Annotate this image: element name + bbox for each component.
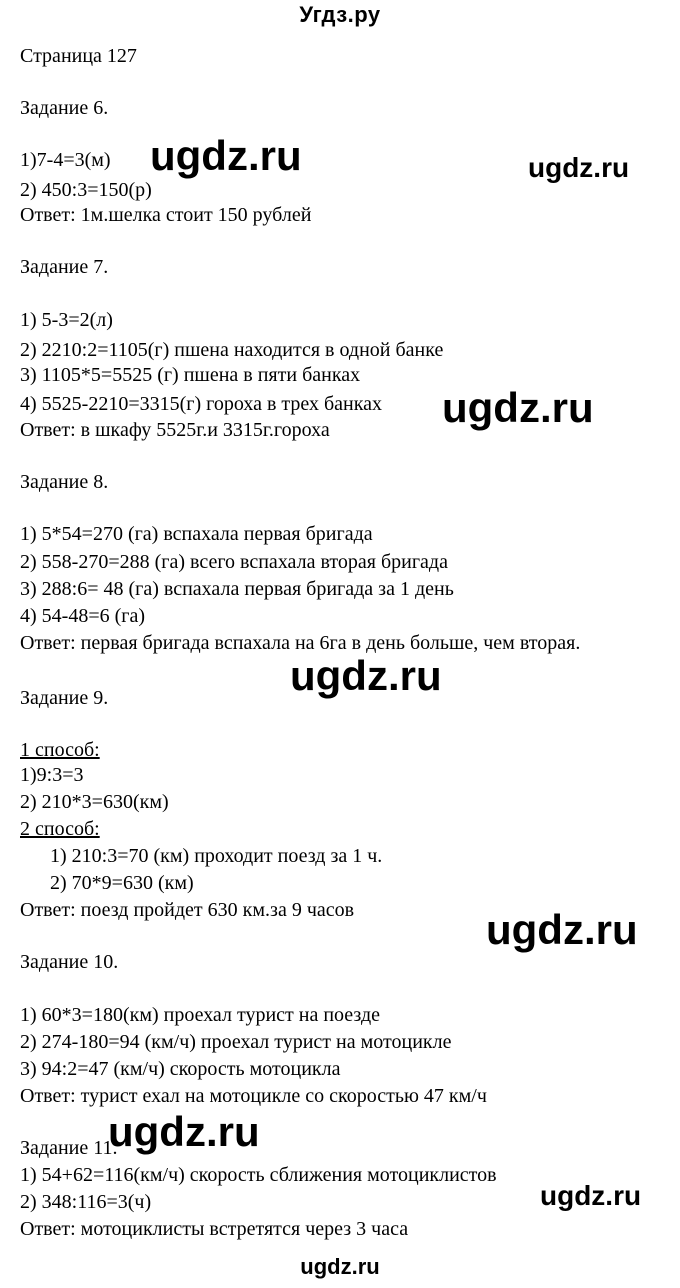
watermark: ugdz.ru <box>528 152 630 183</box>
task-8-line-4: 4) 54-48=6 (га) <box>20 605 145 627</box>
task-8-answer: Ответ: первая бригада вспахала на 6га в день больше, чем вторая. <box>20 632 581 654</box>
task-9-m2-line-1: 1) 210:3=70 (км) проходит поезд за 1 ч. <box>50 845 383 867</box>
watermark: ugdz.ru <box>108 1108 260 1155</box>
task-7-answer: Ответ: в шкафу 5525г.и 3315г.гороха <box>20 419 330 441</box>
task-6-line-2: 2) 450:3=150(р) <box>20 179 152 201</box>
task-8-line-1: 1) 5*54=270 (га) вспахала первая бригада <box>20 523 373 545</box>
task-11-title: Задание 11. <box>20 1137 118 1159</box>
task-10-line-3: 3) 94:2=47 (км/ч) скорость мотоцикла <box>20 1058 341 1080</box>
task-8-line-3: 3) 288:6= 48 (га) вспахала первая бригада за 1 день <box>20 578 454 600</box>
watermark: ugdz.ru <box>540 1180 642 1211</box>
task-11-line-1: 1) 54+62=116(км/ч) скорость сближения мотоциклистов <box>20 1164 497 1186</box>
task-10-line-2: 2) 274-180=94 (км/ч) проехал турист на мотоцикле <box>20 1031 452 1053</box>
task-7-line-2: 2) 2210:2=1105(г) пшена находится в одной банке <box>20 339 444 361</box>
task-11-line-2: 2) 348:116=3(ч) <box>20 1191 152 1213</box>
task-9-title: Задание 9. <box>20 687 109 709</box>
task-6-title: Задание 6. <box>20 97 109 119</box>
site-header: Угдз.ру <box>299 2 381 27</box>
watermark: ugdz.ru <box>442 384 594 431</box>
task-9-m1-line-2: 2) 210*3=630(км) <box>20 791 169 813</box>
task-11-answer: Ответ: мотоциклисты встретятся через 3 часа <box>20 1218 409 1240</box>
task-9-m2-line-2: 2) 70*9=630 (км) <box>50 872 194 894</box>
task-9-m1-line-1: 1)9:3=3 <box>20 764 84 786</box>
task-9-answer: Ответ: поезд пройдет 630 км.за 9 часов <box>20 899 355 921</box>
task-9-method-1-label: 1 способ: <box>20 739 100 761</box>
task-10-answer: Ответ: турист ехал на мотоцикле со скоростью 47 км/ч <box>20 1085 487 1107</box>
task-7-line-3: 3) 1105*5=5525 (г) пшена в пяти банках <box>20 364 361 386</box>
task-8-title: Задание 8. <box>20 471 109 493</box>
task-7-line-1: 1) 5-3=2(л) <box>20 309 113 331</box>
task-10-title: Задание 10. <box>20 951 119 973</box>
site-footer: ugdz.ru <box>300 1254 380 1279</box>
task-6-line-1: 1)7-4=3(м) <box>20 149 111 171</box>
page-label: Страница 127 <box>20 45 137 67</box>
task-7-line-4: 4) 5525-2210=3315(г) гороха в трех банках <box>20 393 383 415</box>
task-6-answer: Ответ: 1м.шелка стоит 150 рублей <box>20 204 312 226</box>
task-8-line-2: 2) 558-270=288 (га) всего вспахала вторая бригада <box>20 551 448 573</box>
task-7-title: Задание 7. <box>20 256 109 278</box>
watermark: ugdz.ru <box>290 652 442 699</box>
watermark: ugdz.ru <box>150 132 302 179</box>
watermark: ugdz.ru <box>486 906 638 953</box>
task-9-method-2-label: 2 способ: <box>20 818 100 840</box>
task-10-line-1: 1) 60*3=180(км) проехал турист на поезде <box>20 1004 380 1026</box>
